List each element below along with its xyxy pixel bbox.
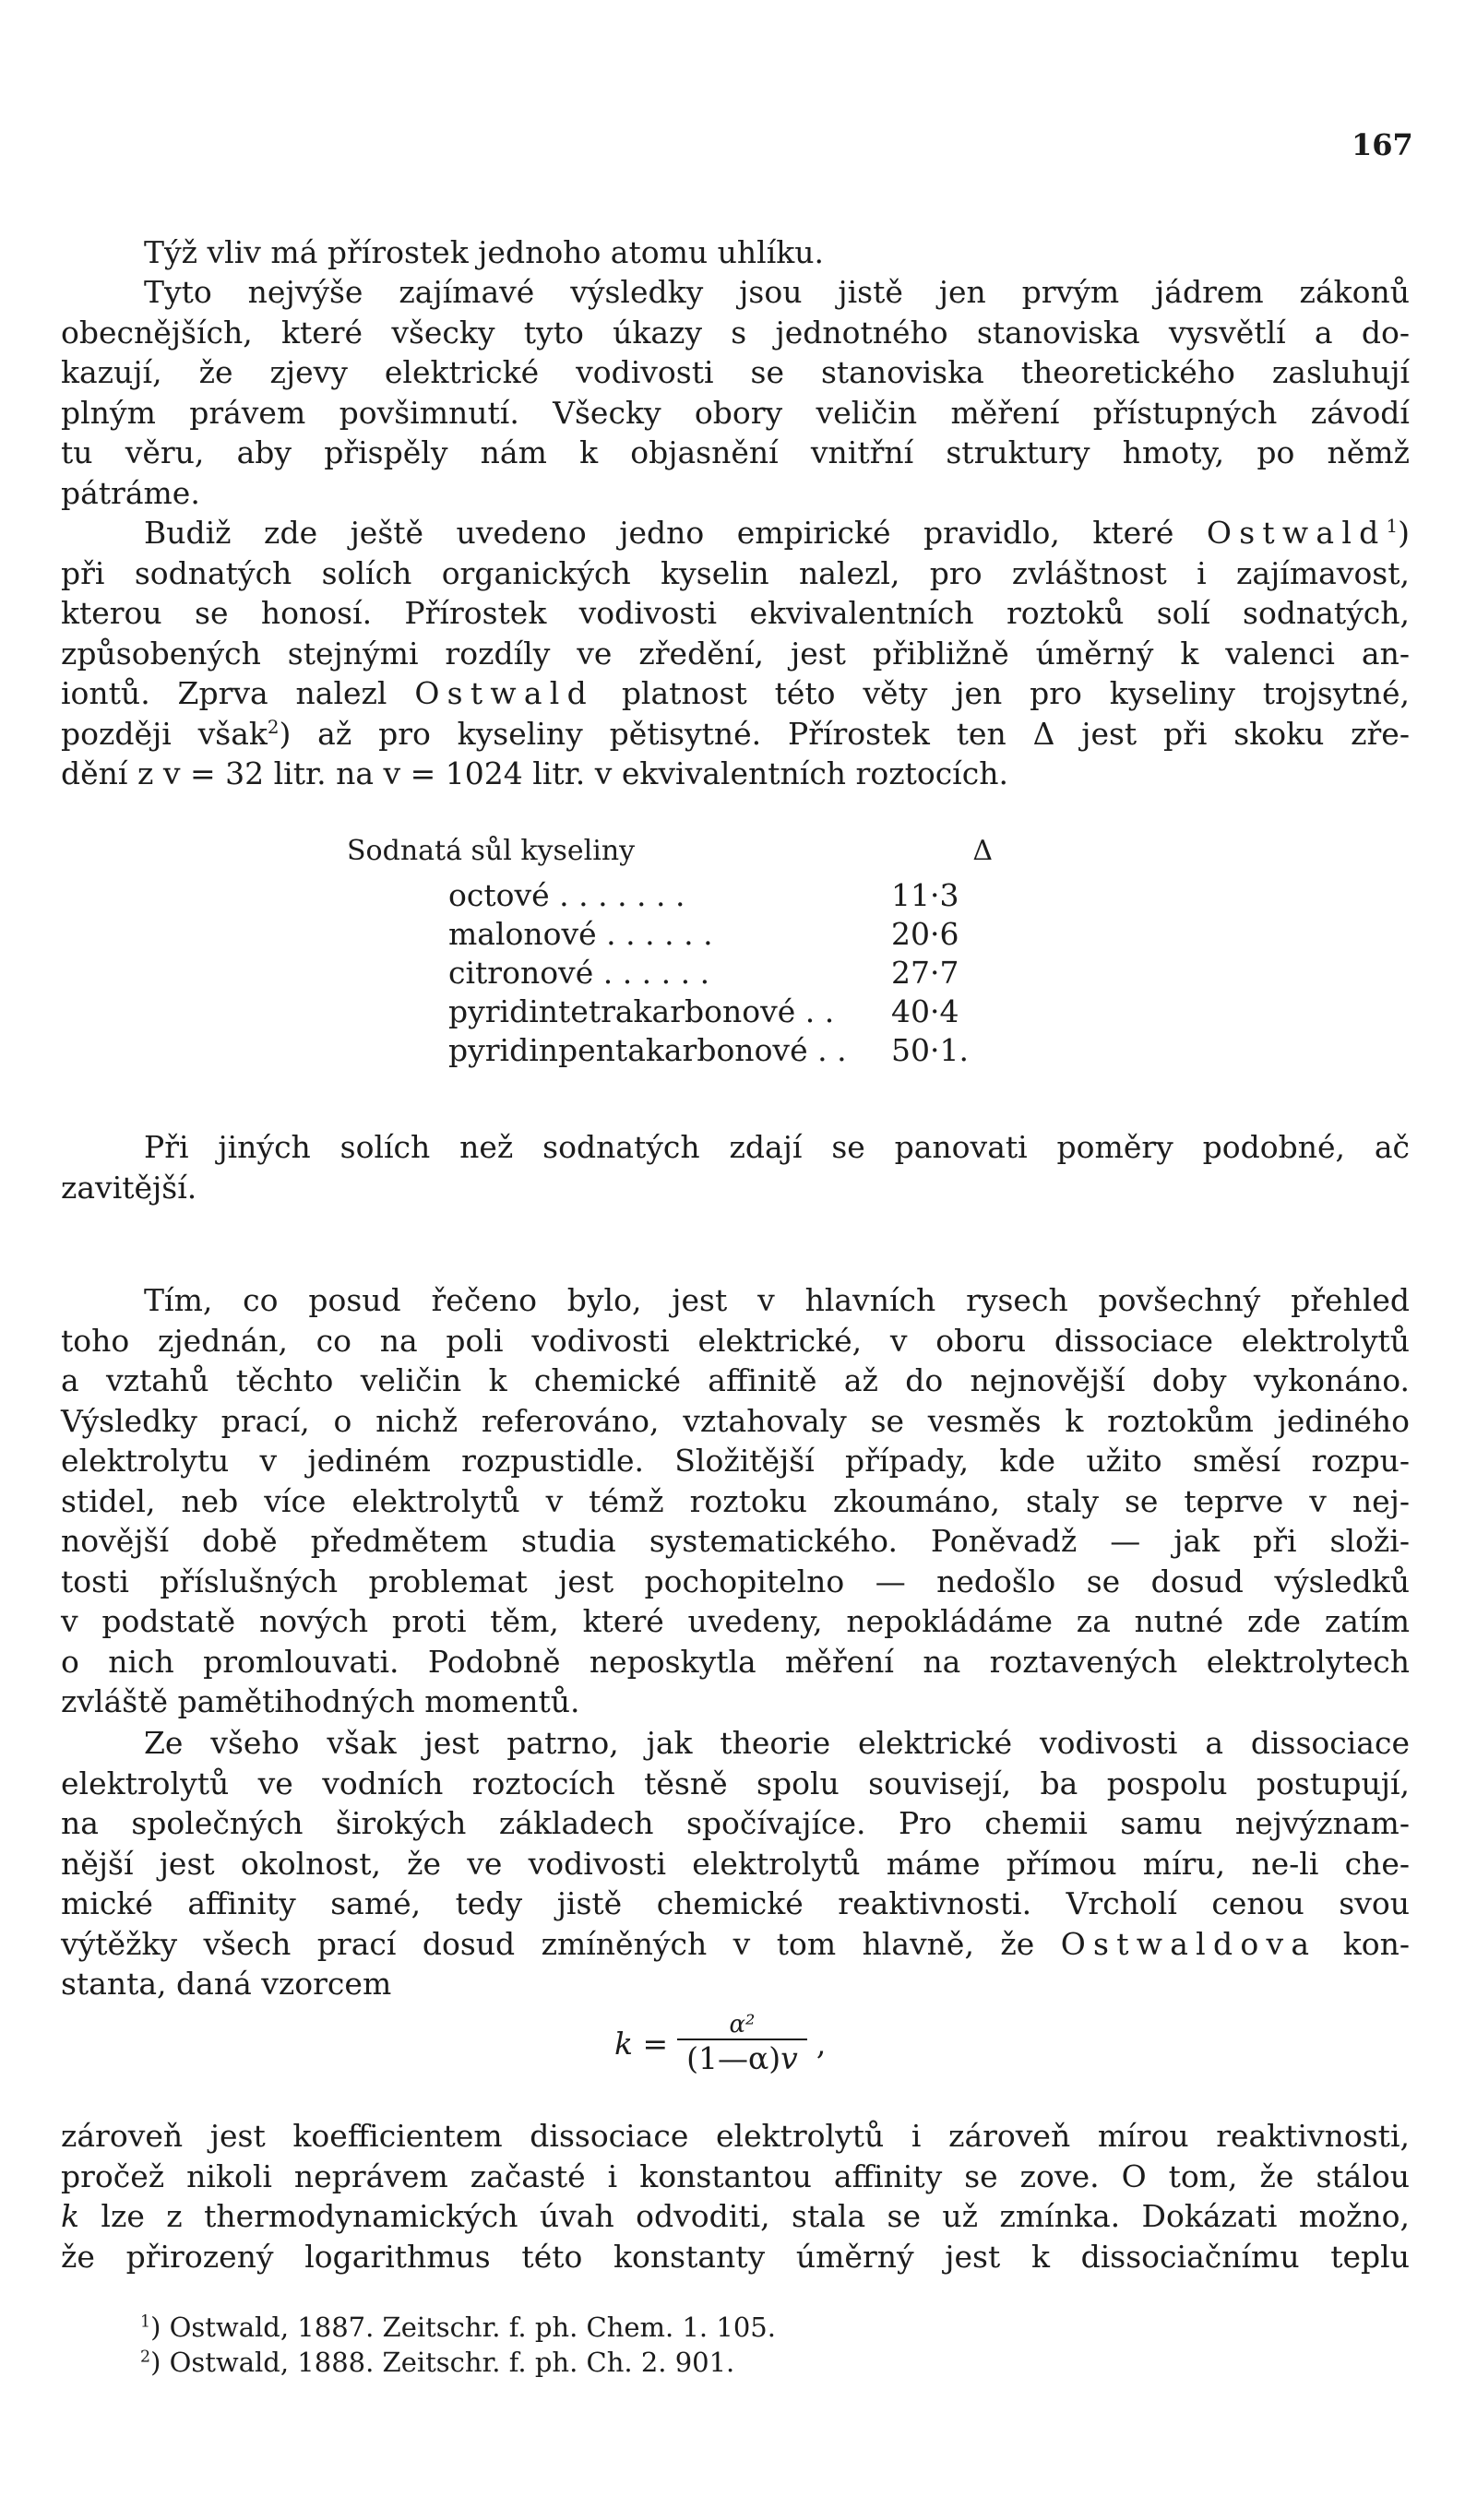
paragraph-line: o nich promlouvati. Podobně neposkytla měření na roztavených elektrolytech [61, 1643, 1410, 1680]
paragraph-line [61, 673, 1410, 714]
text-run: Budiž zde ještě uvedeno jedno empirické pravidlo, které [144, 515, 1174, 551]
text-run: iontů. Zprva nalezl [61, 675, 387, 711]
paragraph-line: Týž vliv má přírostek jednoho atomu uhlíku. [144, 234, 824, 270]
table-header-symbol: Δ [972, 835, 993, 867]
formula-fraction [677, 2011, 807, 2076]
footnote-text: ) Ostwald, 1888. Zeitschr. f. ph. Ch. 2. 901. [150, 2347, 735, 2378]
footnote-text: ) Ostwald, 1887. Zeitschr. f. ph. Chem. 1. 105. [150, 2312, 776, 2343]
paragraph-line: mické affinity samé, tedy jistě chemické reaktivnosti. Vrcholí cenou svou [61, 1885, 1410, 1921]
footnote-mark: 1 [140, 2312, 151, 2332]
footnote-mark: 2 [140, 2348, 151, 2367]
paragraph-line: v podstatě nových proti těm, které uvedeny, nepokládáme za nutné zde zatím [61, 1603, 1410, 1639]
paragraph-line: elektrolytu v jediném rozpustidle. Složitější případy, kde užito směsí rozpu- [61, 1443, 1410, 1479]
table-row [347, 993, 1048, 1031]
paragraph-line: toho zjednán, co na poli vodivosti elektrické, v oboru dissociace elektrolytů [61, 1322, 1410, 1359]
paragraph-1 [61, 232, 1410, 273]
paragraph-3 [61, 513, 1410, 794]
paragraph-5 [61, 1280, 1410, 1722]
paragraph-line: Výsledky prací, o nichž referováno, vztahovaly se vesměs k roztokům jediného [61, 1402, 1410, 1439]
author-name: Ostwald [1206, 515, 1387, 551]
page-number: 167 [1352, 127, 1413, 162]
paragraph-line [61, 1924, 1410, 1965]
text-run: lze z thermodynamických úvah odvoditi, stala se už zmínka. Dokázati možno, [101, 2198, 1410, 2234]
paragraph-line: způsobených stejnými rozdíly ve zředění, jest přibližně úměrný k valenci an- [61, 635, 1410, 672]
text-run: později však [61, 715, 268, 752]
paragraph-6 [61, 1723, 1410, 2004]
formula-trailing: , [816, 2026, 827, 2062]
formula-denominator [677, 2039, 807, 2076]
paragraph-line: elektrolytů ve vodních roztocích těsně spolu souvisejí, ba pospolu postupují, [61, 1765, 1410, 1801]
footnote-2 [140, 2345, 776, 2380]
paragraph-line: stidel, neb více elektrolytů v témž roztoku zkoumáno, staly se teprve v nej- [61, 1482, 1410, 1519]
conductivity-table [347, 832, 1048, 1070]
paragraph-line: novější době předmětem studia systematického. Poněvadž — jak při složi- [61, 1523, 1410, 1559]
table-cell-name: pyridintetrakarbonové . . [448, 993, 835, 1029]
formula-variable: k [61, 2198, 79, 2234]
table-cell-value: 27·7 [891, 955, 959, 991]
formula-variable: v [780, 2040, 798, 2076]
text-run: ) až pro kyseliny pětisytné. Přírostek ten Δ jest při skoku zře- [279, 715, 1410, 752]
table-cell-value: 50·1. [891, 1032, 969, 1068]
table-cell-value: 11·3 [891, 877, 959, 913]
paragraph-line: zvláště pamětihodných momentů. [61, 1683, 580, 1719]
text-run: výtěžky všech prací dosud zmíněných v tom hlavně, že [61, 1925, 1035, 1962]
paragraph-line: kazují, že zjevy elektrické vodivosti se stanoviska theoretického zasluhují [61, 354, 1410, 390]
table-cell-name: pyridinpentakarbonové . . [448, 1032, 847, 1068]
table-cell-value: 20·6 [891, 916, 959, 952]
paragraph-line [61, 513, 1410, 553]
paragraph-line: pátráme. [61, 474, 200, 511]
paragraph-line: Tyto nejvýše zajímavé výsledky jsou jistě jen prvým jádrem zákonů [144, 274, 1410, 310]
paragraph-line: pročež nikoli neprávem začasté i konstantou affinity se zove. O tom, že stálou [61, 2157, 1410, 2194]
paragraph-line: Tím, co posud řečeno bylo, jest v hlavních rysech povšechný přehled [144, 1282, 1410, 1318]
paragraph-line: na společných širokých základech spočívajíce. Pro chemii samu nejvýznam- [61, 1805, 1410, 1841]
footnote-ref: 2 [267, 716, 280, 738]
table-cell-name: malonové . . . . . . [448, 916, 713, 952]
ostwald-formula [614, 2011, 826, 2076]
table-row [347, 915, 1048, 954]
author-name: Ostwald [414, 675, 594, 711]
paragraph-line: tu věru, aby přispěly nám k objasnění vnitřní struktury hmoty, po němž [61, 434, 1410, 470]
paragraph-line: zavitější. [61, 1169, 197, 1206]
paragraph-2 [61, 272, 1410, 513]
paragraph-line: Při jiných solích než sodnatých zdají se panovati poměry podobné, ač [144, 1129, 1410, 1165]
author-name: Ostwaldova [1060, 1925, 1317, 1962]
footnote-ref: 1 [1386, 516, 1399, 537]
paragraph-line: při sodnatých solích organických kyselin nalezl, pro zvláštnost i zajímavost, [61, 554, 1410, 591]
footnote-1 [140, 2310, 776, 2345]
paragraph-line [61, 714, 1410, 755]
table-header [347, 832, 1048, 871]
table-row [347, 876, 1048, 915]
paragraph-line: obecnějších, které všecky tyto úkazy s jednotného stanoviska vysvětlí a do- [61, 314, 1410, 351]
text-run: kon- [1342, 1925, 1410, 1962]
paragraph-line: nější jest okolnost, že ve vodivosti elektrolytů máme přímou míru, ne-li che- [61, 1845, 1410, 1882]
paragraph-line: stanta, daná vzorcem [61, 1966, 392, 2002]
paragraph-line: Ze všeho však jest patrno, jak theorie elektrické vodivosti a dissociace [144, 1725, 1410, 1761]
table-cell-name: octové . . . . . . . [448, 877, 685, 913]
paragraph-4 [61, 1127, 1410, 1207]
paragraph-line: kterou se honosí. Přírostek vodivosti ekvivalentních roztoků solí sodnatých, [61, 595, 1410, 631]
table-row [347, 954, 1048, 993]
text-run: platnost této věty jen pro kyseliny trojsytné, [621, 675, 1410, 711]
footnotes [140, 2310, 776, 2380]
paragraph-line: a vztahů těchto veličin k chemické affinitě až do nejnovější doby vykonáno. [61, 1362, 1410, 1398]
formula-lhs: k = [614, 2026, 669, 2062]
text-run: (1—α) [686, 2040, 781, 2076]
table-cell-name: citronové . . . . . . [448, 955, 710, 991]
text-run: ) [1398, 515, 1410, 551]
paragraph-line: zároveň jest koefficientem dissociace elektrolytů i zároveň mírou reaktivnosti, [61, 2118, 1410, 2154]
paragraph-line: že přirozený logarithmus této konstanty úměrný jest k dissociačnímu teplu [61, 2238, 1410, 2275]
paragraph-line [61, 2196, 1410, 2237]
table-row [347, 1031, 1048, 1070]
formula-numerator: α² [729, 2011, 756, 2039]
paragraph-line: plným právem povšimnutí. Všecky obory veličin měření přístupných závodí [61, 394, 1410, 431]
table-cell-value: 40·4 [891, 993, 959, 1029]
paragraph-line: dění z v = 32 litr. na v = 1024 litr. v ekvivalentních roztocích. [61, 755, 1008, 791]
paragraph-line: tosti příslušných problemat jest pochopitelno — nedošlo se dosud výsledků [61, 1563, 1410, 1599]
table-header-label: Sodnatá sůl kyseliny [347, 835, 636, 867]
paragraph-7 [61, 2116, 1410, 2276]
